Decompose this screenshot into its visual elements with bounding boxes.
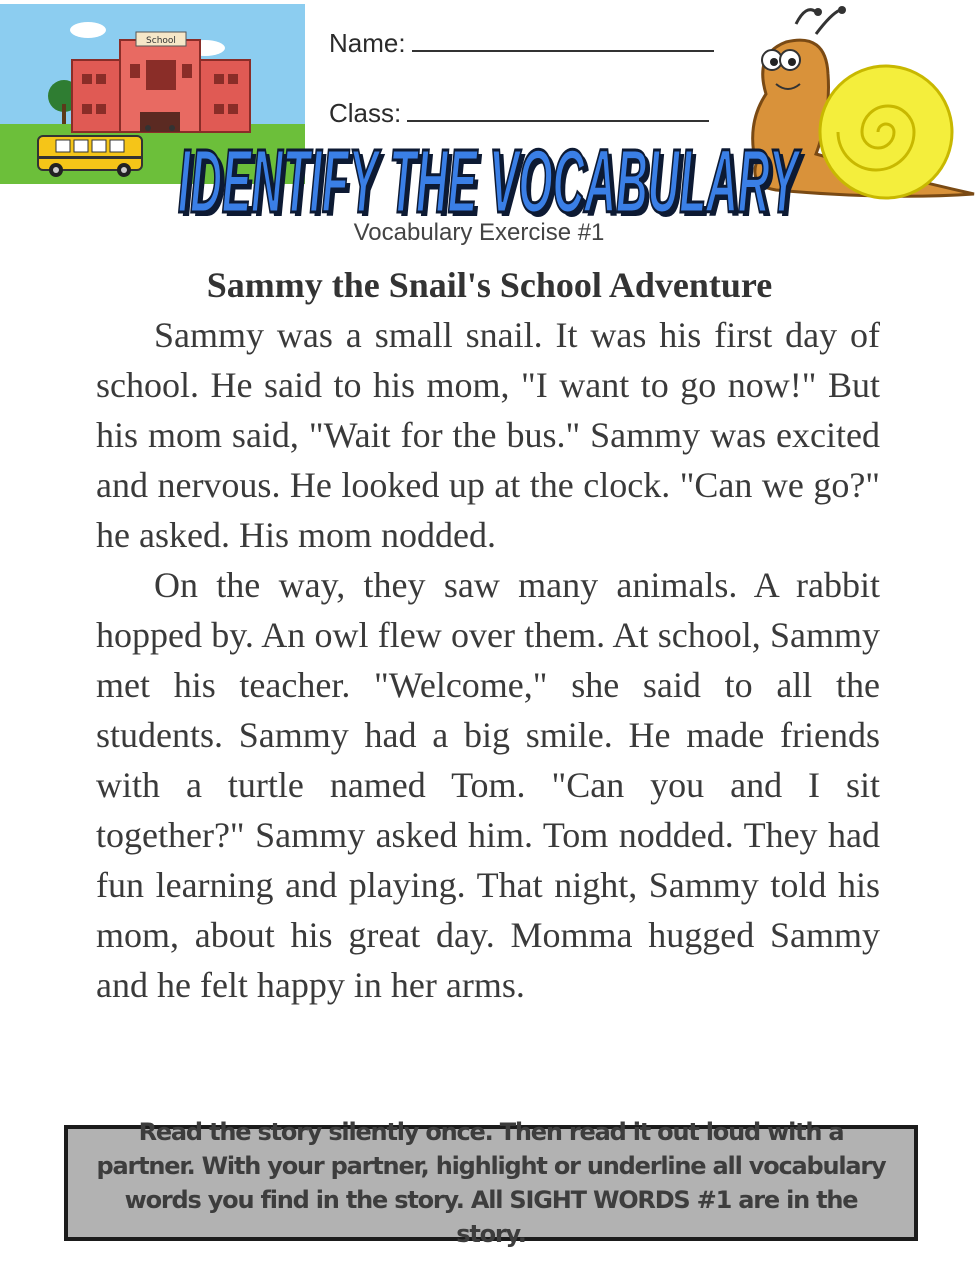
story-title: Sammy the Snail's School Adventure [206,265,773,305]
name-field[interactable] [329,26,714,59]
class-line[interactable] [407,96,709,122]
class-field[interactable] [329,96,709,129]
name-label: Name: [329,28,406,58]
instructions-text: Read the story silently once. Then read it out loud with a partner. With your partner, highlight or underline all vocabulary words you find in the story. All SIGHT WORDS #1 are in the story. [96,1118,886,1248]
story-paragraph: On the way, they saw many animals. A rabbit hopped by. An owl flew over them. At school, Sammy met his teacher. "Welcome," she said to all the students. Sammy had a big smile. He made friends with a turtle named Tom. "Can you and I sit together?" Sammy asked him. Tom nodded. They had fun learning and playing. That night, Sammy told his mom, about his great day. Momma hugged Sammy and he felt happy in her arms. [96,565,880,1005]
class-label: Class: [329,98,402,128]
exercise-label: Vocabulary Exercise #1 [353,219,605,246]
story-paragraph: Sammy was a small snail. It was his first day of school. He said to his mom, "I want to go now!" But his mom said, "Wait for the bus." Sammy was excited and nervous. He looked up at the clock. "Can we go?" he asked. His mom nodded. [96,315,880,555]
title-text: IDENTIFY THE VOCABULARY [178,132,802,230]
worksheet-title [170,128,810,230]
title-shadow: IDENTIFY THE VOCABULARY [182,136,806,230]
school-sign-text: School [146,36,176,46]
name-line[interactable] [412,26,714,52]
instructions-box [64,1118,918,1248]
story-body [96,310,880,1010]
